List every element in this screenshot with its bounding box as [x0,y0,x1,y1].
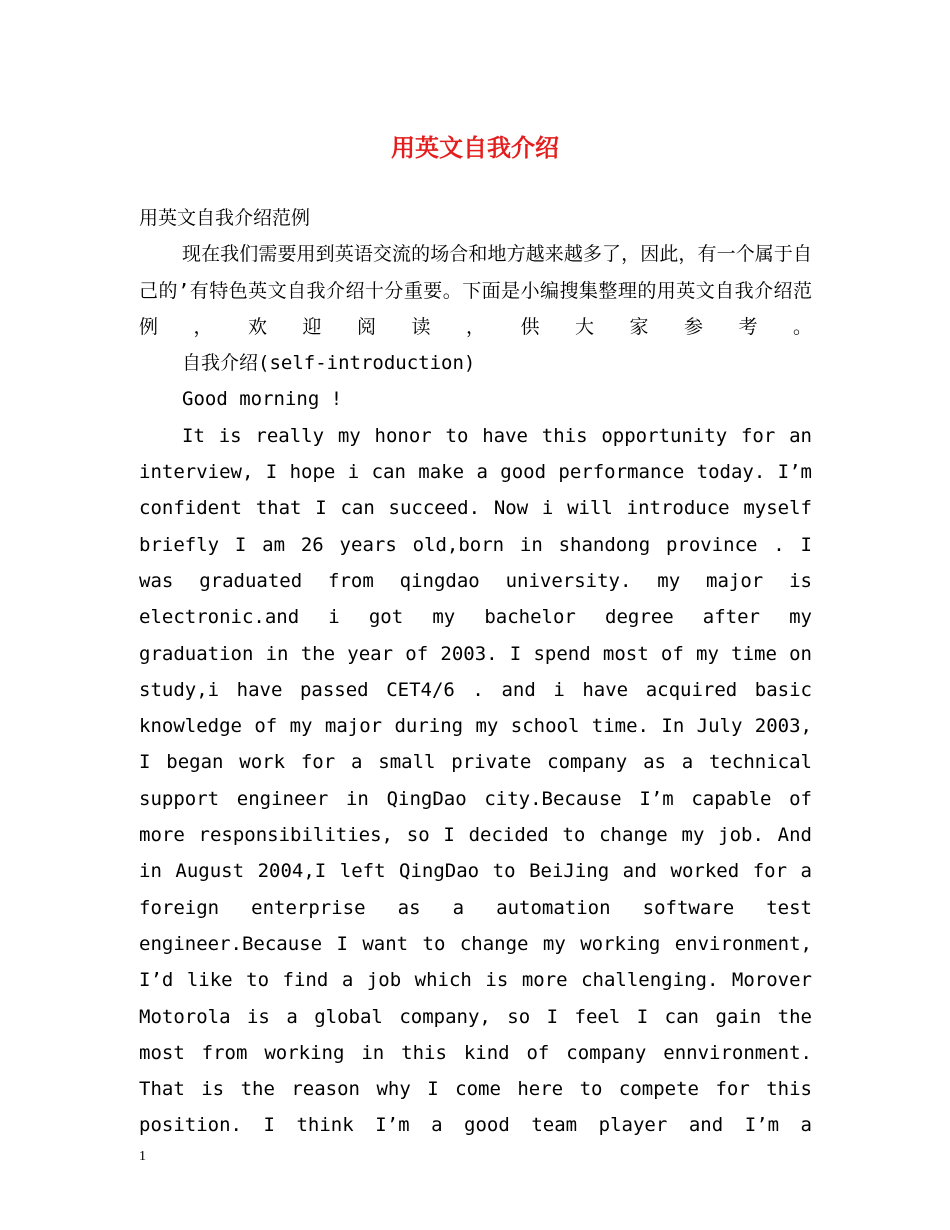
document-title: 用英文自我介绍 [391,133,559,162]
page-number: 1 [139,1149,146,1164]
self-introduction-paragraph: It is really my honor to have this opportunity for an interview, I hope i can make a good performance today. I’m confident that I can succeed. Now i will introduce myself briefly I am 26 years old,born in shandong province . I was graduated from qingdao university. my major is electronic.and i got my bachelor degree after my graduation in the year of 2003. I spend most of my time on study,i have passed CET4/6 . and i have acquired basic knowledge of my major during my school time. In July 2003, I began work for a small private company as a technical support engineer in QingDao city.Because I’m capable of more responsibilities, so I decided to change my job. And in August 2004,I left QingDao to BeiJing and worked for a foreign enterprise as a automation software test engineer.Because I want to change my working environment, I’d like to find a job which is more challenging. Morover Motorola is a global company, so I feel I can gain the most from working in this kind of company ennvironment. That is the reason why I come here to compete for this position. I think I’m a good team player and I’m a [139,424,812,1137]
greeting: Good morning ! [182,388,343,411]
intro-paragraph: 现在我们需要用到英语交流的场合和地方越来越多了，因此，有一个属于自己的’有特色英文自我介绍十分重要。下面是小编搜集整理的用英文自我介绍范例，欢迎阅读，供大家参考。 [139,243,812,338]
subtitle: 用英文自我介绍范例 [139,207,311,229]
section-label: 自我介绍(self-introduction) [182,352,476,375]
document-body [139,200,812,1144]
